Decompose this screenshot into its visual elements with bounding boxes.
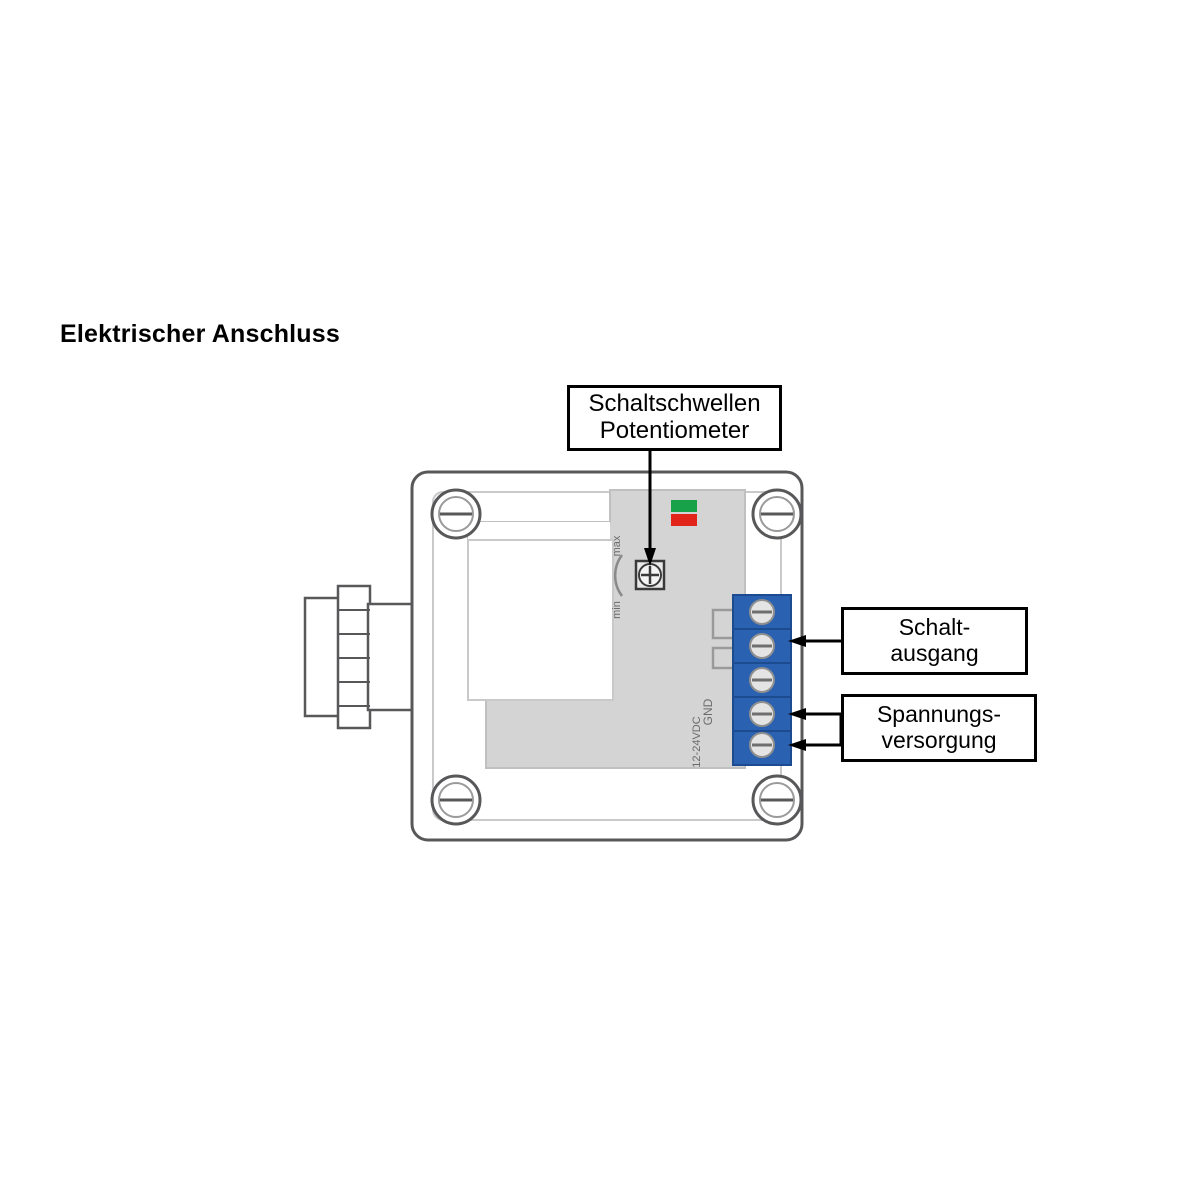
callout-potentiometer-line2: Potentiometer [599, 417, 750, 444]
terminal-label-supply: 12-24VDC [691, 716, 703, 768]
callout-potentiometer-line1: Schaltschwellen [588, 390, 761, 418]
housing-screw-bottom-left [432, 776, 480, 824]
callout-power-supply [841, 694, 1037, 762]
cable-gland [305, 586, 412, 728]
page-title: Elektrischer Anschluss [60, 320, 340, 348]
terminal-block [733, 595, 791, 765]
led-red [671, 514, 697, 526]
housing-screw-top-right [753, 490, 801, 538]
callout-power-supply-line1: Spannungs- [876, 701, 1002, 728]
callout-switch-output-line1: Schalt- [898, 614, 971, 641]
callout-power-supply-line2: versorgung [881, 727, 997, 753]
terminal-screw-4[interactable] [750, 702, 774, 726]
callout-switch-output [841, 607, 1028, 675]
housing-screw-bottom-right [753, 776, 801, 824]
callout-switch-output-line2: ausgang [890, 640, 979, 666]
terminal-label-gnd: GND [701, 698, 715, 726]
led-green [671, 500, 697, 512]
terminal-screw-5[interactable] [750, 733, 774, 757]
poti-label-min: min [611, 601, 623, 619]
terminal-screw-1[interactable] [750, 600, 774, 624]
callout-potentiometer [567, 385, 782, 451]
terminal-screw-3[interactable] [750, 668, 774, 692]
poti-label-max: max [611, 535, 623, 557]
housing-screw-top-left [432, 490, 480, 538]
terminal-screw-2[interactable] [750, 634, 774, 658]
